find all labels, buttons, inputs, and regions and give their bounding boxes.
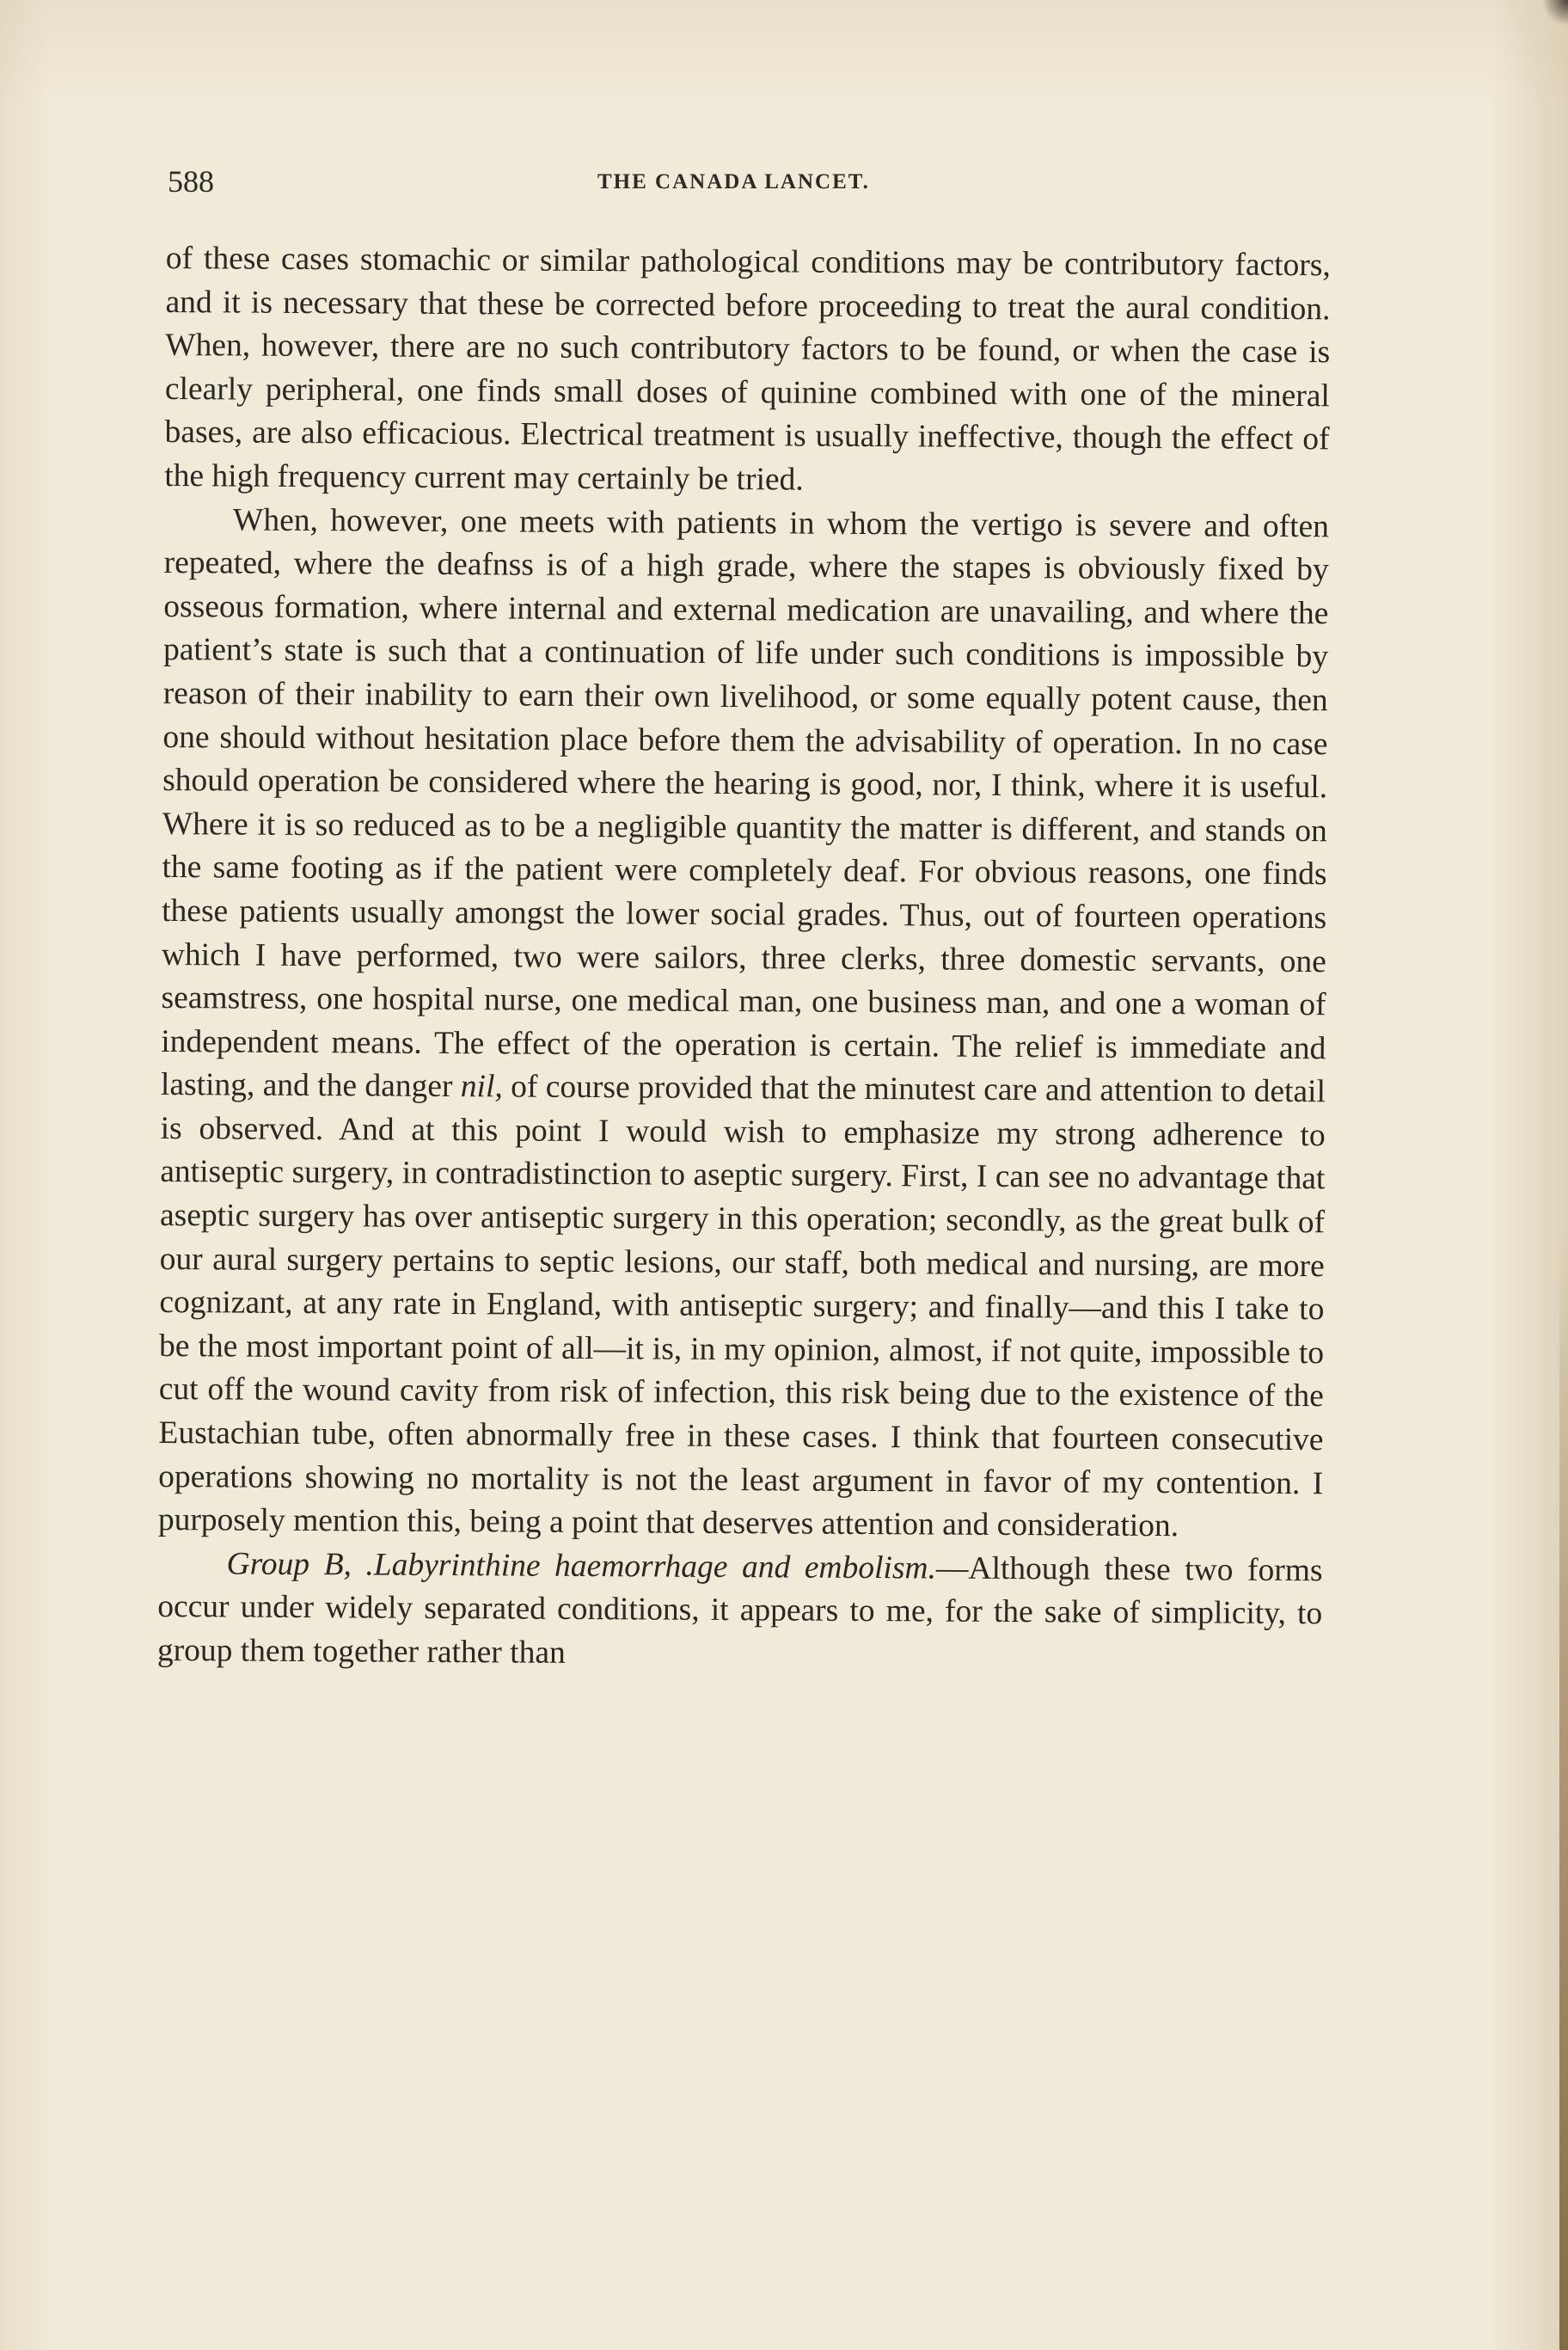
paragraph-3-text: —Although these two forms occur under widely separated conditions, it appears to me, for the sake of simplicity, to group them together rather than: [156, 1550, 1323, 1671]
page-header: [168, 163, 1337, 206]
paragraph-1: of these cases stomachic or similar pathological conditions may be contributory factors, and it is necessary that these be corrected before proceeding to treat the aural condition. When, however, there are no such contributory factors to be found, or when the case is clearly peripheral, one finds small doses of quinine combined with one of the mineral bases, are also efficacious. Electrical treatment is usually ineffective, though the effect of the high frequency current may certainly be tried.: [164, 240, 1331, 498]
paragraph-2-text: When, however, one meets with patients in whom the vertigo is severe and often repeated, where the deafnss is of a high grade, where the stapes is obviously fixed by osseous formation, where internal and external medication are unavailing, and where the patient’s state is such that a continuation of life under such conditions is impossible by reason of their inability to earn their own livelihood, or some equally potent cause, then one should without hesitation place before them the advisability of operation. In no case should operation be considered where the hearing is good, nor, I think, where it is useful. Where it is so reduced as to be a negligible quantity the matter is different, and stands on the same footing as if the patient were completely deaf. For obvious reasons, one finds these patients usually amongst the lower social grades. Thus, out of fourteen operations which I have performed, two were sailors, three clerks, three domestic servants, one seamstress, one hospital nurse, one medical man, one business man, and one a woman of independent means. The effect of the operation is certain. The relief is immediate and lasting, and the danger: [160, 502, 1330, 1105]
italic-nil: nil,: [460, 1069, 503, 1105]
running-head: THE CANADA LANCET.: [597, 170, 870, 193]
article-body: [157, 237, 1331, 1680]
paragraph-3: [157, 1543, 1323, 1680]
paragraph-2-continuation: of course provided that the minutest care and attention to detail is observed. And at this point I would wish to emphasize my strong adherence to antiseptic surgery, in contradistinction to aseptic surgery. First, I can see no advantage that aseptic surgery has over antiseptic surgery in this operation; secondly, as the great bulk of our aural surgery pertains to septic lesions, our staff, both medical and nursing, are more cognizant, at any rate in England, with antiseptic surgery; and finally—and this I take to be the most important point of all—it is, in my opinion, almost, if not quite, impossible to cut off the wound cavity from risk of infection, this risk being due to the existence of the Eustachian tube, often abnormally free in these cases. I think that fourteen consecutive operations showing no mortality is not the least argument in favor of my contention. I purposely mention this, being a point that deserves attention and consideration.: [157, 1069, 1326, 1544]
page-number: 588: [168, 164, 214, 199]
corner-shadow: [1534, 0, 1568, 34]
page-edge-stain: [1559, 1238, 1568, 2350]
section-heading-group-b: Group B, .Labyrinthine haemorrhage and embolism.: [226, 1546, 937, 1586]
paragraph-2: [158, 499, 1329, 1550]
